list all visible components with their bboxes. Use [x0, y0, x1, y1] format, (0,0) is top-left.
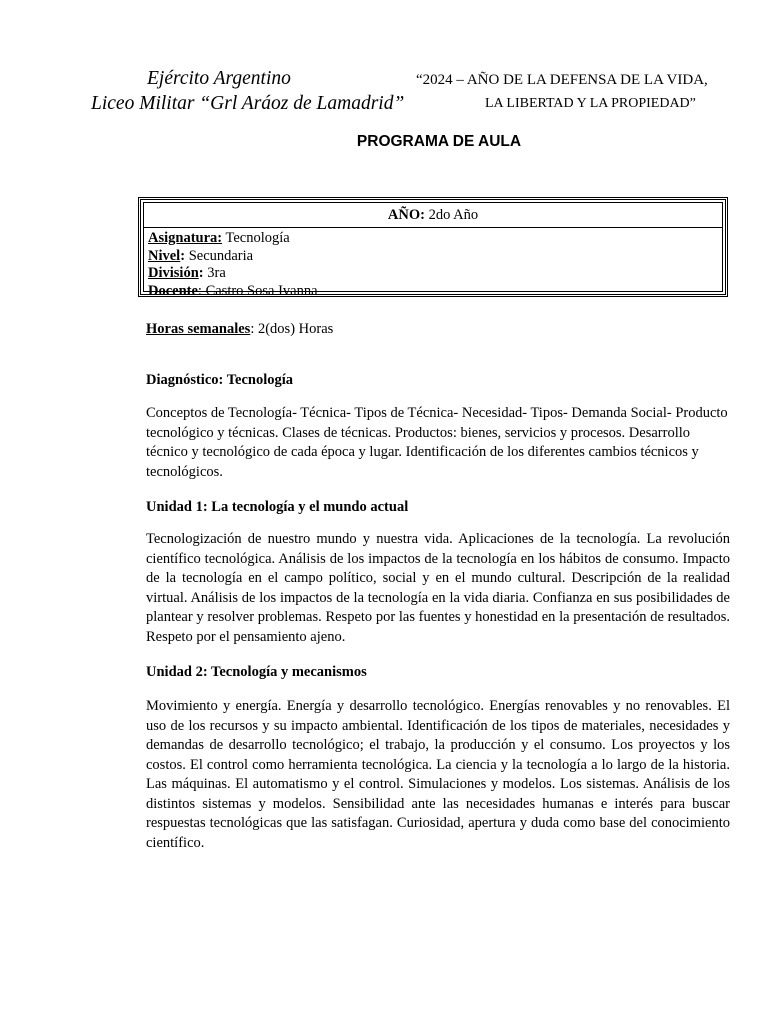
level-colon: :: [180, 247, 186, 264]
section-body: Tecnologización de nuestro mundo y nuestra vida. Aplicaciones de la tecnología. La revolución científico tecnológica. Análisis de los impactos de la tecnología en los hábitos de consumo. Impacto de la tecnología en el campo político, social y en el mundo cultural. Descripción de la realidad virtual. Análisis de los impactos de la tecnología en la vida diaria. Confianza en sus posibilidades de plantear y resolver problemas. Respeto por las fuentes y honestidad en la presentación de resultados. Respeto por el pensamiento ajeno.: [146, 531, 730, 645]
division-colon: :: [198, 265, 204, 281]
subject-label: Asignatura:: [148, 230, 223, 246]
course-details: [148, 230, 318, 300]
section-diagnostic-body: [146, 404, 730, 482]
teacher-colon: :: [197, 282, 202, 299]
year-value: 2do Año: [424, 207, 479, 223]
section-heading: Unidad 1: La tecnología y el mundo actual: [146, 499, 409, 515]
hours-label: Horas semanales: [146, 321, 251, 337]
level-value: Secundaria: [185, 247, 254, 264]
year-motto-line-2: LA LIBERTAD Y LA PROPIEDAD”: [485, 96, 696, 111]
teacher-value: Castro Sosa Ivanna: [201, 282, 318, 299]
hours-colon: :: [250, 321, 255, 337]
year-label: AÑO:: [387, 207, 425, 223]
section-diagnostic-heading: [146, 371, 730, 391]
subject-row: [148, 230, 318, 248]
hours-value: 2(dos) Horas: [254, 321, 334, 337]
school-name: Liceo Militar “Grl Aráoz de Lamadrid”: [91, 93, 405, 114]
division-value: 3ra: [203, 265, 226, 281]
page-title: PROGRAMA DE AULA: [356, 133, 522, 150]
section-unit1-heading: [146, 498, 730, 518]
section-unit2-heading: [146, 663, 730, 683]
weekly-hours: [146, 320, 730, 340]
division-label: División: [148, 265, 199, 281]
section-heading: Diagnóstico: Tecnología: [146, 372, 294, 388]
year-motto-line-1: “2024 – AÑO DE LA DEFENSA DE LA VIDA,: [416, 72, 708, 88]
teacher-label: Docente: [148, 282, 198, 299]
course-info-box: [138, 197, 728, 297]
section-unit2-body: [146, 697, 730, 853]
level-label: Nivel: [148, 247, 181, 264]
section-heading: Unidad 2: Tecnología y mecanismos: [146, 664, 367, 680]
section-body: Conceptos de Tecnología- Técnica- Tipos de Técnica- Necesidad- Tipos- Demanda Social- Producto tecnológico y técnicas. Clases de técnicas. Productos: bienes, servicios y procesos. Desarrollo técnico y tecnológico de cada época y lugar. Identificación de los diferentes cambios técnicos y tecnológicos.: [146, 405, 728, 480]
division-row: [148, 265, 318, 283]
section-unit1-body: [146, 530, 730, 647]
year-row: [144, 203, 722, 228]
teacher-row: [148, 283, 318, 301]
subject-value: Tecnología: [222, 230, 290, 246]
level-row: [148, 248, 318, 266]
section-body: Movimiento y energía. Energía y desarrollo tecnológico. Energías renovables y no renovables. El uso de los recursos y su impacto ambiental. Identificación de los tipos de materiales, necesidades y demandas de desarrollo tecnológico; el trabajo, la producción y el consumo. Los proyectos y los costos. El control como herramienta tecnológica. La ciencia y la tecnología a lo largo de la historia. Las máquinas. El automatismo y el control. Simulaciones y modelos. Los sistemas. Análisis de los distintos sistemas y modelos. Sensibilidad ante las necesidades humanas e interés para buscar respuestas tecnológicas que las satisfagan. Curiosidad, apertura y duda como base del conocimiento científico.: [146, 698, 730, 851]
organization-name: Ejército Argentino: [147, 68, 291, 89]
